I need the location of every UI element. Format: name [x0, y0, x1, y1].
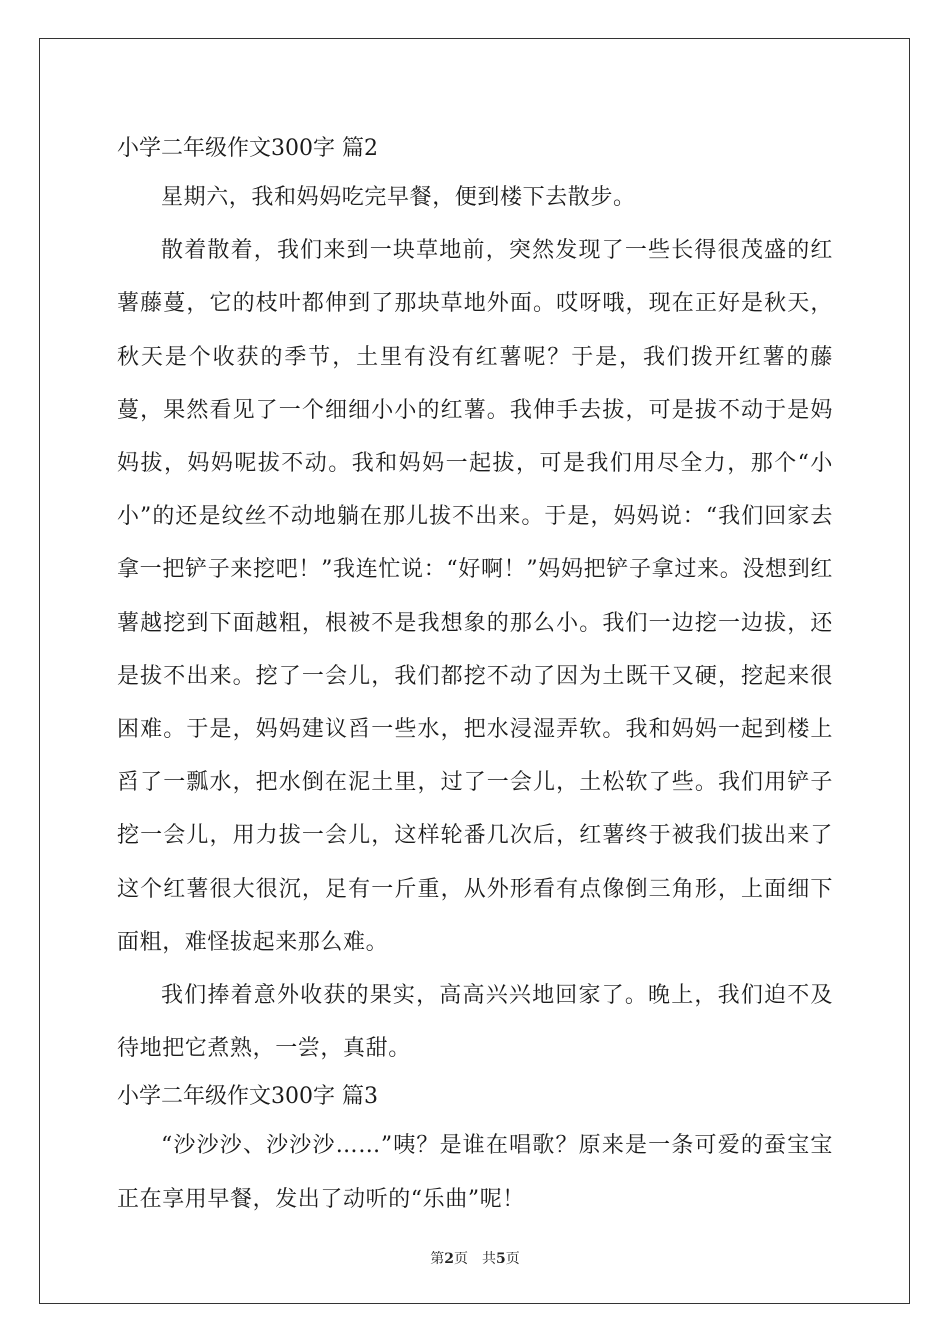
section-heading: 小学二年级作文300字 篇2: [117, 136, 378, 161]
page-current: 2: [444, 1251, 454, 1267]
page-suffix: 页: [505, 1251, 520, 1267]
section-heading: 小学二年级作文300字 篇3: [117, 1084, 378, 1110]
paragraph: 星期六，我和妈妈吃完早餐，便到楼下去散步。: [161, 185, 636, 210]
page-footer: [0, 1248, 950, 1268]
page-prefix: 第: [430, 1251, 445, 1267]
page-total: 5: [496, 1251, 506, 1267]
paragraph: “沙沙沙、沙沙沙……”咦？是谁在唱歌？原来是一条可爱的蚕宝宝正在享用早餐，发出了动听的“乐曲”呢！: [117, 1133, 833, 1212]
document-body: [117, 127, 833, 1226]
page-mid: 页 共: [454, 1251, 496, 1267]
paragraph: 我们捧着意外收获的果实，高高兴兴地回家了。晚上，我们迫不及待地把它煮熟，一尝，真甜。: [117, 983, 833, 1062]
paragraph: 散着散着，我们来到一块草地前，突然发现了一些长得很茂盛的红薯藤蔓，它的枝叶都伸到了那块草地外面。哎呀哦，现在正好是秋天，秋天是个收获的季节，土里有没有红薯呢？于是，我们拨开红薯的藤蔓，果然看见了一个细细小小的红薯。我伸手去拔，可是拔不动于是妈妈拔，妈妈呢拔不动。我和妈妈一起拔，可是我们用尽全力，那个“小小”的还是纹丝不动地躺在那儿拔不出来。于是，妈妈说：“我们回家去拿一把铲子来挖吧！”我连忙说：“好啊！”妈妈把铲子拿过来。没想到红薯越挖到下面越粗，根被不是我想象的那么小。我们一边挖一边拔，还是拔不出来。挖了一会儿，我们都挖不动了因为土既干又硬，挖起来很困难。于是，妈妈建议舀一些水，把水浸湿弄软。我和妈妈一起到楼上舀了一瓢水，把水倒在泥土里，过了一会儿，土松软了些。我们用铲子挖一会儿，用力拔一会儿，这样轮番几次后，红薯终于被我们拔出来了这个红薯很大很沉，足有一斤重，从外形看有点像倒三角形，上面细下面粗，难怪拔起来那么难。: [117, 238, 833, 955]
